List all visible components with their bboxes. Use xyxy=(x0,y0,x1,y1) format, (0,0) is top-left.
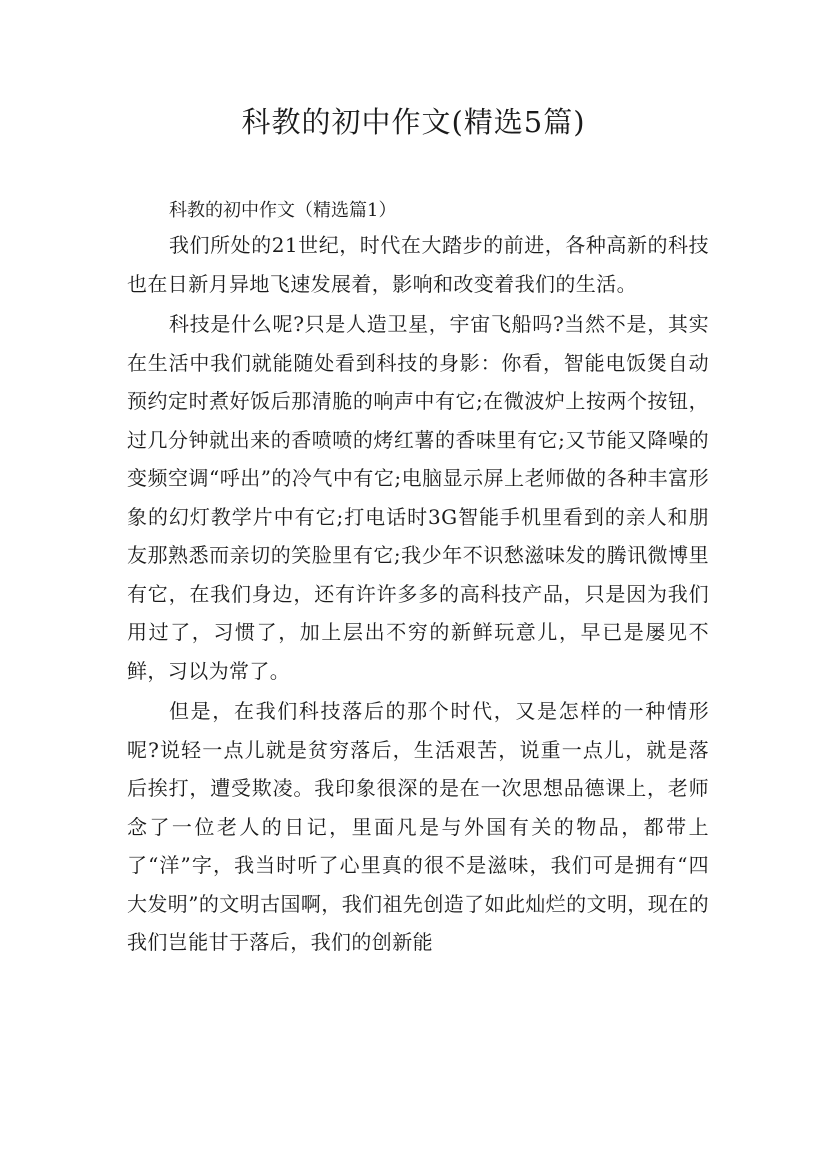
paragraph-2: 科技是什么呢?只是人造卫星，宇宙飞船吗?当然不是，其实在生活中我们就能随处看到科技的身影：你看，智能电饭煲自动预约定时煮好饭后那清脆的响声中有它;在微波炉上按两个按钮，过几分钟就出来的香喷喷的烤红薯的香味里有它;又节能又降噪的变频空调“呼出”的冷气中有它;电脑显示屏上老师做的各种丰富形象的幻灯教学片中有它;打电话时3G智能手机里看到的亲人和朋友那熟悉而亲切的笑脸里有它;我少年不识愁滋味发的腾讯微博里有它，在我们身边，还有许许多多的高科技产品，只是因为我们用过了，习惯了，加上层出不穷的新鲜玩意儿，早已是屡见不鲜，习以为常了。 xyxy=(127,312,709,683)
section-heading: 科教的初中作文（精选篇1） xyxy=(169,200,397,221)
paragraph-3: 但是，在我们科技落后的那个时代，又是怎样的一种情形呢?说轻一点儿就是贫穷落后，生活艰苦，说重一点儿，就是落后挨打，遭受欺凌。我印象很深的是在一次思想品德课上，老师念了一位老人的日记，里面凡是与外国有关的物品，都带上了“洋”字，我当时听了心里真的很不是滋味，我们可是拥有“四大发明”的文明古国啊，我们祖先创造了如此灿烂的文明，现在的我们岂能甘于落后，我们的创新能 xyxy=(127,699,709,954)
paragraph-1: 我们所处的21世纪，时代在大踏步的前进，各种高新的科技也在日新月异地飞速发展着，影响和改变着我们的生活。 xyxy=(127,233,709,296)
document-body xyxy=(127,196,709,962)
document-title: 科教的初中作文(精选5篇) xyxy=(241,105,586,139)
